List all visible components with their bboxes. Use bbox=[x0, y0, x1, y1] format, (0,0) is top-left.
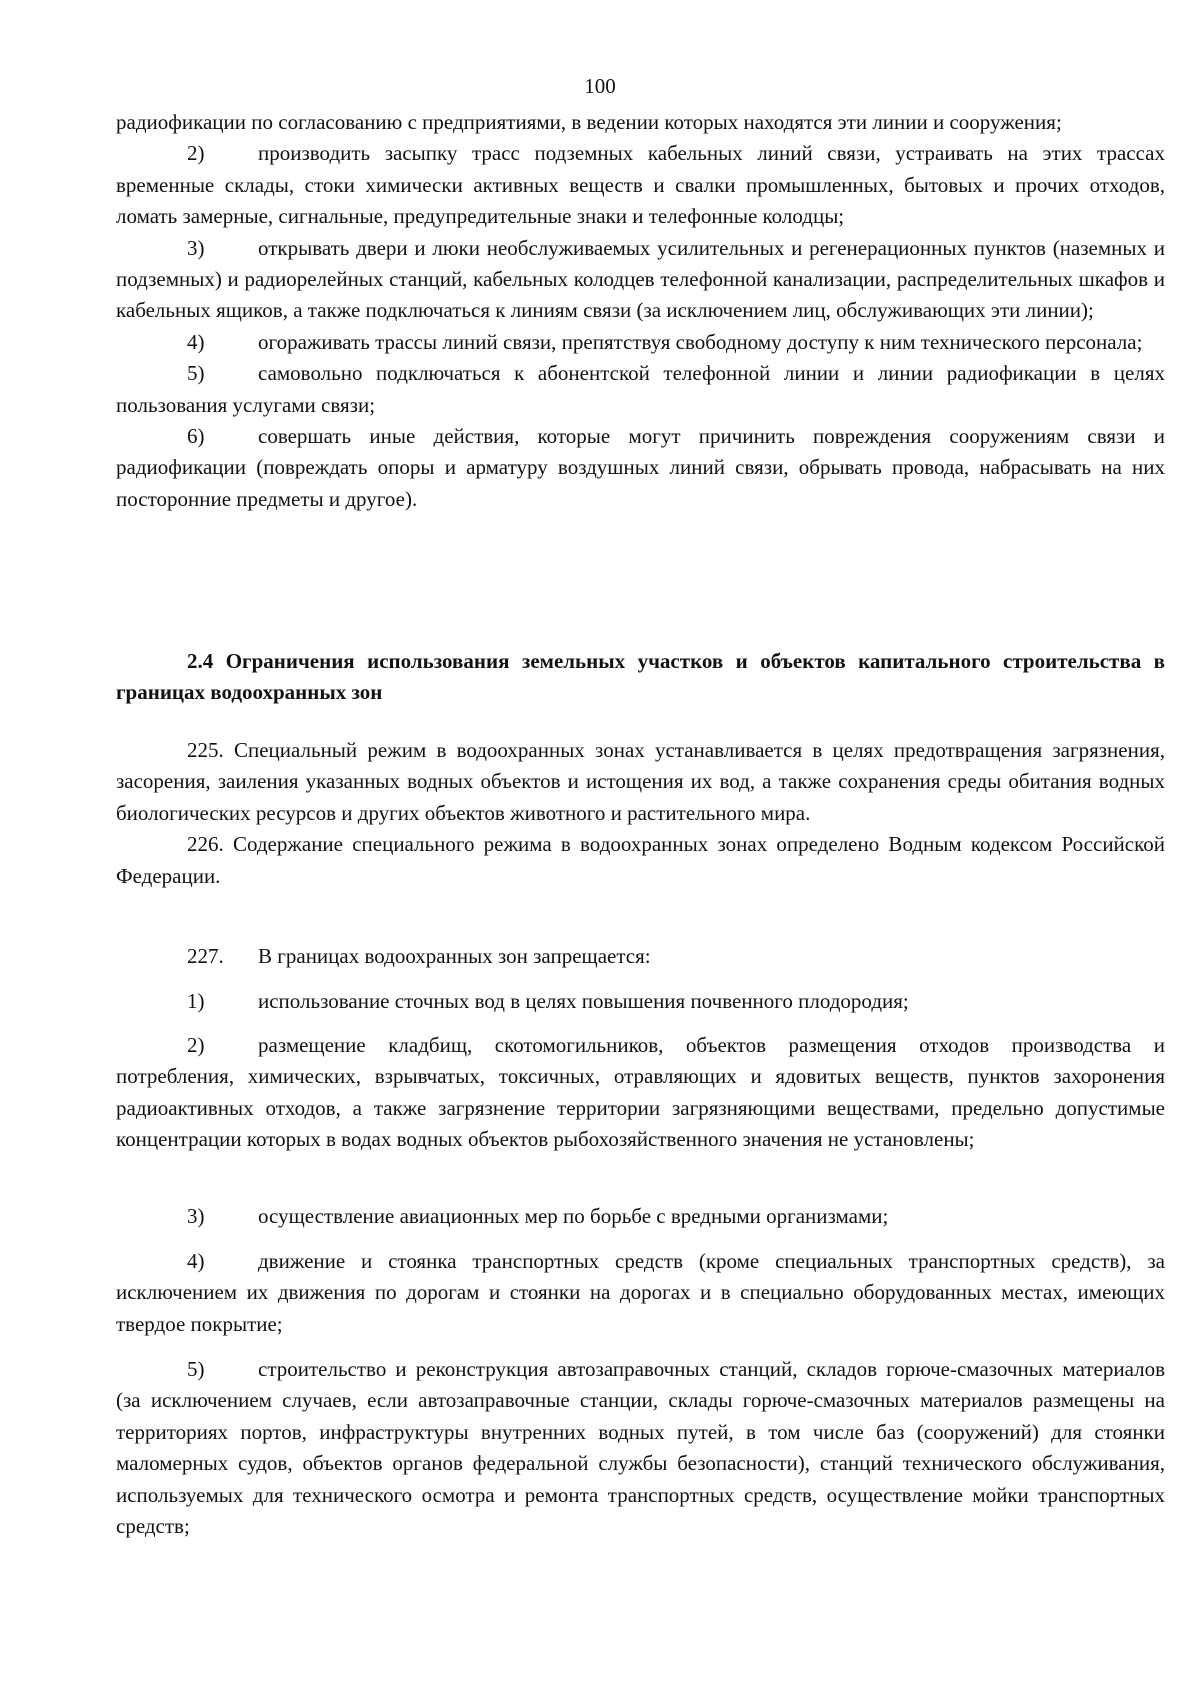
list-item-text: производить засыпку трасс подземных кабельных линий связи, устраивать на этих трассах временные склады, стоки химически активных веществ и свалки промышленных, бытовых и прочих отходов, ломать замерные, сигнальные, предупредительные знаки и телефонные колодцы; bbox=[116, 141, 1165, 229]
prohibition-item-2-block bbox=[116, 1030, 1165, 1156]
section-heading-block bbox=[116, 646, 1165, 709]
list-item bbox=[116, 138, 1165, 232]
section-body-block bbox=[116, 735, 1165, 892]
continuation-paragraph: радиофикации по согласованию с предприятиями, в ведении которых находятся эти линии и сооружения; bbox=[116, 110, 1062, 134]
prohibition-item-3-block bbox=[116, 1201, 1165, 1232]
list-item-text: открывать двери и люки необслуживаемых усилительных и регенерационных пунктов (наземных и подземных) и радиорелейных станций, кабельных колодцев телефонной канализации, распределительных шкафов и кабельных ящиков, а также подключаться к линиям связи (за исключением лиц, обслуживающих эти линии); bbox=[116, 235, 1165, 323]
prohibition-item-4-block bbox=[116, 1246, 1165, 1340]
list-item-number: 5) bbox=[187, 1357, 205, 1381]
prohibition-item-5-block bbox=[116, 1354, 1165, 1542]
list-item bbox=[116, 1201, 1165, 1232]
paragraph-227 bbox=[116, 941, 1165, 972]
paragraph-225: 225. Специальный режим в водоохранных зонах устанавливается в целях предотвращения загрязнения, засорения, заиления указанных водных объектов и истощения их вод, а также сохранения среды обитания водных биологических ресурсов и других объектов животного и растительного мира. bbox=[116, 738, 1165, 825]
section-heading: 2.4 Ограничения использования земельных участков и объектов капитального строительства в границах водоохранных зон bbox=[116, 649, 1165, 705]
paragraph-227-block bbox=[116, 941, 1165, 972]
list-item-text: использование сточных вод в целях повышения почвенного плодородия; bbox=[258, 989, 909, 1013]
list-item bbox=[116, 327, 1165, 358]
continuation-block bbox=[116, 107, 1165, 515]
list-item bbox=[116, 421, 1165, 515]
list-item-number: 2) bbox=[187, 1033, 205, 1057]
list-item bbox=[116, 233, 1165, 327]
list-item-text: движение и стоянка транспортных средств (кроме специальных транспортных средств), за исключением их движения по дорогам и стоянки на дорогах и в специально оборудованных местах, имеющих твердое покрытие; bbox=[116, 1249, 1165, 1336]
list-item-text: строительство и реконструкция автозаправочных станций, складов горюче-смазочных материалов (за исключением случаев, если автозаправочные станции, склады горюче-смазочных материалов размещены на территориях портов, инфраструктуры внутренних водных путей, в том числе баз (сооружений) для стоянки маломерных судов, объектов органов федеральной службы безопасности), станций технического обслуживания, используемых для технического осмотра и ремонта транспортных средств, осуществление мойки транспортных средств; bbox=[116, 1357, 1165, 1539]
page-number: 100 bbox=[584, 74, 616, 98]
list-item-number: 4) bbox=[187, 329, 205, 354]
list-item-text: самовольно подключаться к абонентской телефонной линии и линии радиофикации в целях пользования услугами связи; bbox=[116, 361, 1165, 417]
list-item-number: 4) bbox=[187, 1249, 205, 1273]
prohibition-item-1-block bbox=[116, 986, 1165, 1017]
list-item-number: 5) bbox=[187, 361, 205, 386]
list-item bbox=[116, 1246, 1165, 1340]
list-item-number: 2) bbox=[187, 141, 205, 166]
paragraph-227-text: В границах водоохранных зон запрещается: bbox=[258, 944, 651, 968]
list-item-number: 6) bbox=[187, 424, 205, 449]
list-item bbox=[116, 1030, 1165, 1156]
list-item-text: размещение кладбищ, скотомогильников, объектов размещения отходов производства и потребления, химических, взрывчатых, токсичных, отравляющих и ядовитых веществ, пунктов захоронения радиоактивных отходов, а также загрязнение территории загрязняющими веществами, предельно допустимые концентрации которых в водах водных объектов рыбохозяйственного значения не установлены; bbox=[116, 1033, 1165, 1152]
paragraph-226: 226. Содержание специального режима в водоохранных зонах определено Водным кодексом Российской Федерации. bbox=[116, 832, 1165, 888]
list-item bbox=[116, 358, 1165, 421]
paragraph-227-number: 227. bbox=[187, 944, 224, 968]
list-item-number: 3) bbox=[187, 1204, 205, 1228]
list-item-text: совершать иные действия, которые могут причинить повреждения сооружениям связи и радиофикации (повреждать опоры и арматуру воздушных линий связи, обрывать провода, набрасывать на них посторонние предметы и другое). bbox=[116, 424, 1165, 511]
list-item-text: огораживать трассы линий связи, препятствуя свободному доступу к ним технического персонала; bbox=[258, 329, 1143, 354]
list-item bbox=[116, 986, 1165, 1017]
list-item-text: осуществление авиационных мер по борьбе с вредными организмами; bbox=[258, 1204, 889, 1228]
list-item-number: 3) bbox=[187, 235, 205, 260]
list-item-number: 1) bbox=[187, 989, 205, 1013]
list-item bbox=[116, 1354, 1165, 1542]
